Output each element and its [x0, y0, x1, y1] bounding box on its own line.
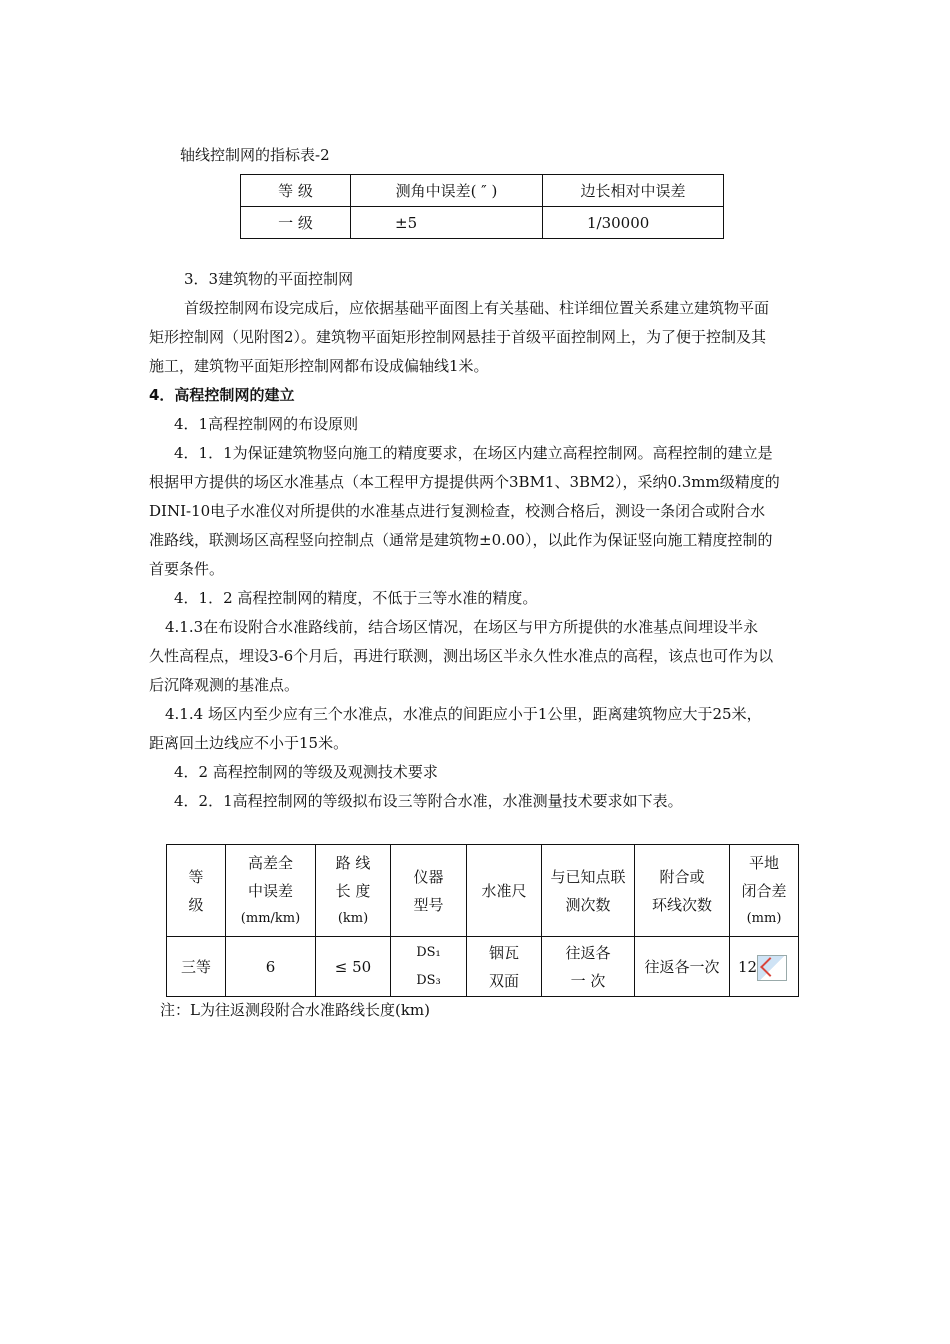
cell-error: 6	[226, 937, 316, 997]
header-closure	[730, 845, 799, 937]
cell-length: ≤ 50	[316, 937, 391, 997]
cell-grade: 三等	[167, 937, 226, 997]
cell-closure	[730, 937, 799, 997]
header-unit: (mm)	[746, 910, 782, 926]
header-side-error: 边长相对中误差	[543, 175, 724, 207]
header-text: 平地	[748, 853, 779, 872]
table-header-row	[167, 845, 799, 937]
instrument-ds1: DS₁	[416, 944, 441, 960]
instrument-ds3: DS₃	[416, 972, 441, 988]
paragraph-line: DINI-10电子水准仪对所提供的水准基点进行复测检查，校测合格后，测设一条闭合或附合水	[149, 502, 766, 520]
header-height-error	[226, 845, 316, 937]
cell-grade: 一 级	[241, 207, 351, 239]
section-4-2-title: 4．2 高程控制网的等级及观测技术要求	[174, 763, 438, 781]
cell-loop: 往返各一次	[635, 937, 730, 997]
paragraph-line: 根据甲方提供的场区水准基点（本工程甲方提提供两个3BM1、3BM2），采纳0.3mm级精度的	[149, 473, 780, 491]
paragraph-line: 首要条件。	[149, 560, 225, 578]
header-grade: 等 级	[241, 175, 351, 207]
table-row	[241, 207, 724, 239]
header-loop-count	[635, 845, 730, 937]
table-header-row	[241, 175, 724, 207]
paragraph-line: 距离回土边线应不小于15米。	[149, 734, 349, 752]
cell-angle-error: ±5	[351, 207, 543, 239]
section-4-heading: 4．高程控制网的建立	[149, 386, 295, 404]
header-text: 中误差	[247, 881, 293, 900]
table-row	[167, 937, 799, 997]
header-instrument	[391, 845, 467, 937]
header-text: 长 度	[335, 881, 371, 900]
header-text: 测次数	[565, 895, 611, 914]
paragraph-line: 4.1.4 场区内至少应有三个水准点，水准点的间距应小于1公里，距离建筑物应大于25米，	[165, 705, 762, 723]
section-3-3-title: 3．3建筑物的平面控制网	[184, 270, 354, 288]
paragraph-line: 准路线，联测场区高程竖向控制点（通常是建筑物±0.00），以此作为保证竖向施工精度控制的	[149, 531, 773, 549]
staff-text: 双面	[488, 971, 519, 990]
header-angle-error: 测角中误差( ″ )	[351, 175, 543, 207]
header-text: 闭合差	[741, 881, 787, 900]
paragraph-line: 矩形控制网（见附图2）。建筑物平面矩形控制网悬挂于首级平面控制网上，为了便于控制及其	[149, 328, 767, 346]
cell-staff	[467, 937, 542, 997]
header-unit: (km)	[337, 910, 369, 926]
header-text: 与已知点联	[550, 867, 626, 886]
table-note: 注：L为往返测段附合水准路线长度(km)	[160, 1001, 430, 1019]
header-unit: (mm/km)	[240, 910, 301, 926]
header-text: 环线次数	[651, 895, 712, 914]
staff-text: 铟瓦	[488, 943, 519, 962]
paragraph-line: 4．1．2 高程控制网的精度，不低于三等水准的精度。	[174, 589, 538, 607]
known-text: 一 次	[570, 971, 606, 990]
header-text: 水准尺	[481, 881, 527, 900]
header-known-point	[542, 845, 635, 937]
paragraph-line: 4．1．1为保证建筑物竖向施工的精度要求，在场区内建立高程控制网。高程控制的建立是	[174, 444, 773, 462]
leveling-requirements-table	[166, 844, 799, 997]
header-text: 仪器	[413, 867, 444, 886]
paragraph-line: 4．2．1高程控制网的等级拟布设三等附合水准，水准测量技术要求如下表。	[174, 792, 683, 810]
header-route-length	[316, 845, 391, 937]
cell-known	[542, 937, 635, 997]
header-text: 型号	[413, 895, 444, 914]
cell-instrument	[391, 937, 467, 997]
header-text: 高差全	[247, 853, 293, 872]
paragraph-line: 久性高程点，埋设3-6个月后，再进行联测，测出场区半永久性水准点的高程，该点也可作为以	[149, 647, 774, 665]
paragraph-line: 4.1.3在布设附合水准路线前，结合场区情况，在场区与甲方所提供的水准基点间埋设半永	[165, 618, 759, 636]
header-text: 级	[188, 895, 204, 914]
paragraph-line: 后沉降观测的基准点。	[149, 676, 300, 694]
header-text: 附合或	[659, 867, 705, 886]
formula-image-icon	[757, 955, 787, 981]
header-text: 等	[188, 867, 204, 886]
header-grade	[167, 845, 226, 937]
closure-value: 12	[738, 957, 758, 976]
header-staff	[467, 845, 542, 937]
cell-side-error: 1/30000	[543, 207, 724, 239]
section-4-1-title: 4．1高程控制网的布设原则	[174, 415, 359, 433]
known-text: 往返各	[565, 943, 611, 962]
paragraph-line: 施工，建筑物平面矩形控制网都布设成偏轴线1米。	[149, 357, 489, 375]
paragraph-line: 首级控制网布设完成后，应依据基础平面图上有关基础、柱详细位置关系建立建筑物平面	[184, 299, 770, 317]
header-text: 路 线	[335, 853, 371, 872]
axis-control-table	[240, 174, 724, 239]
table1-caption: 轴线控制网的指标表-2	[180, 146, 330, 164]
